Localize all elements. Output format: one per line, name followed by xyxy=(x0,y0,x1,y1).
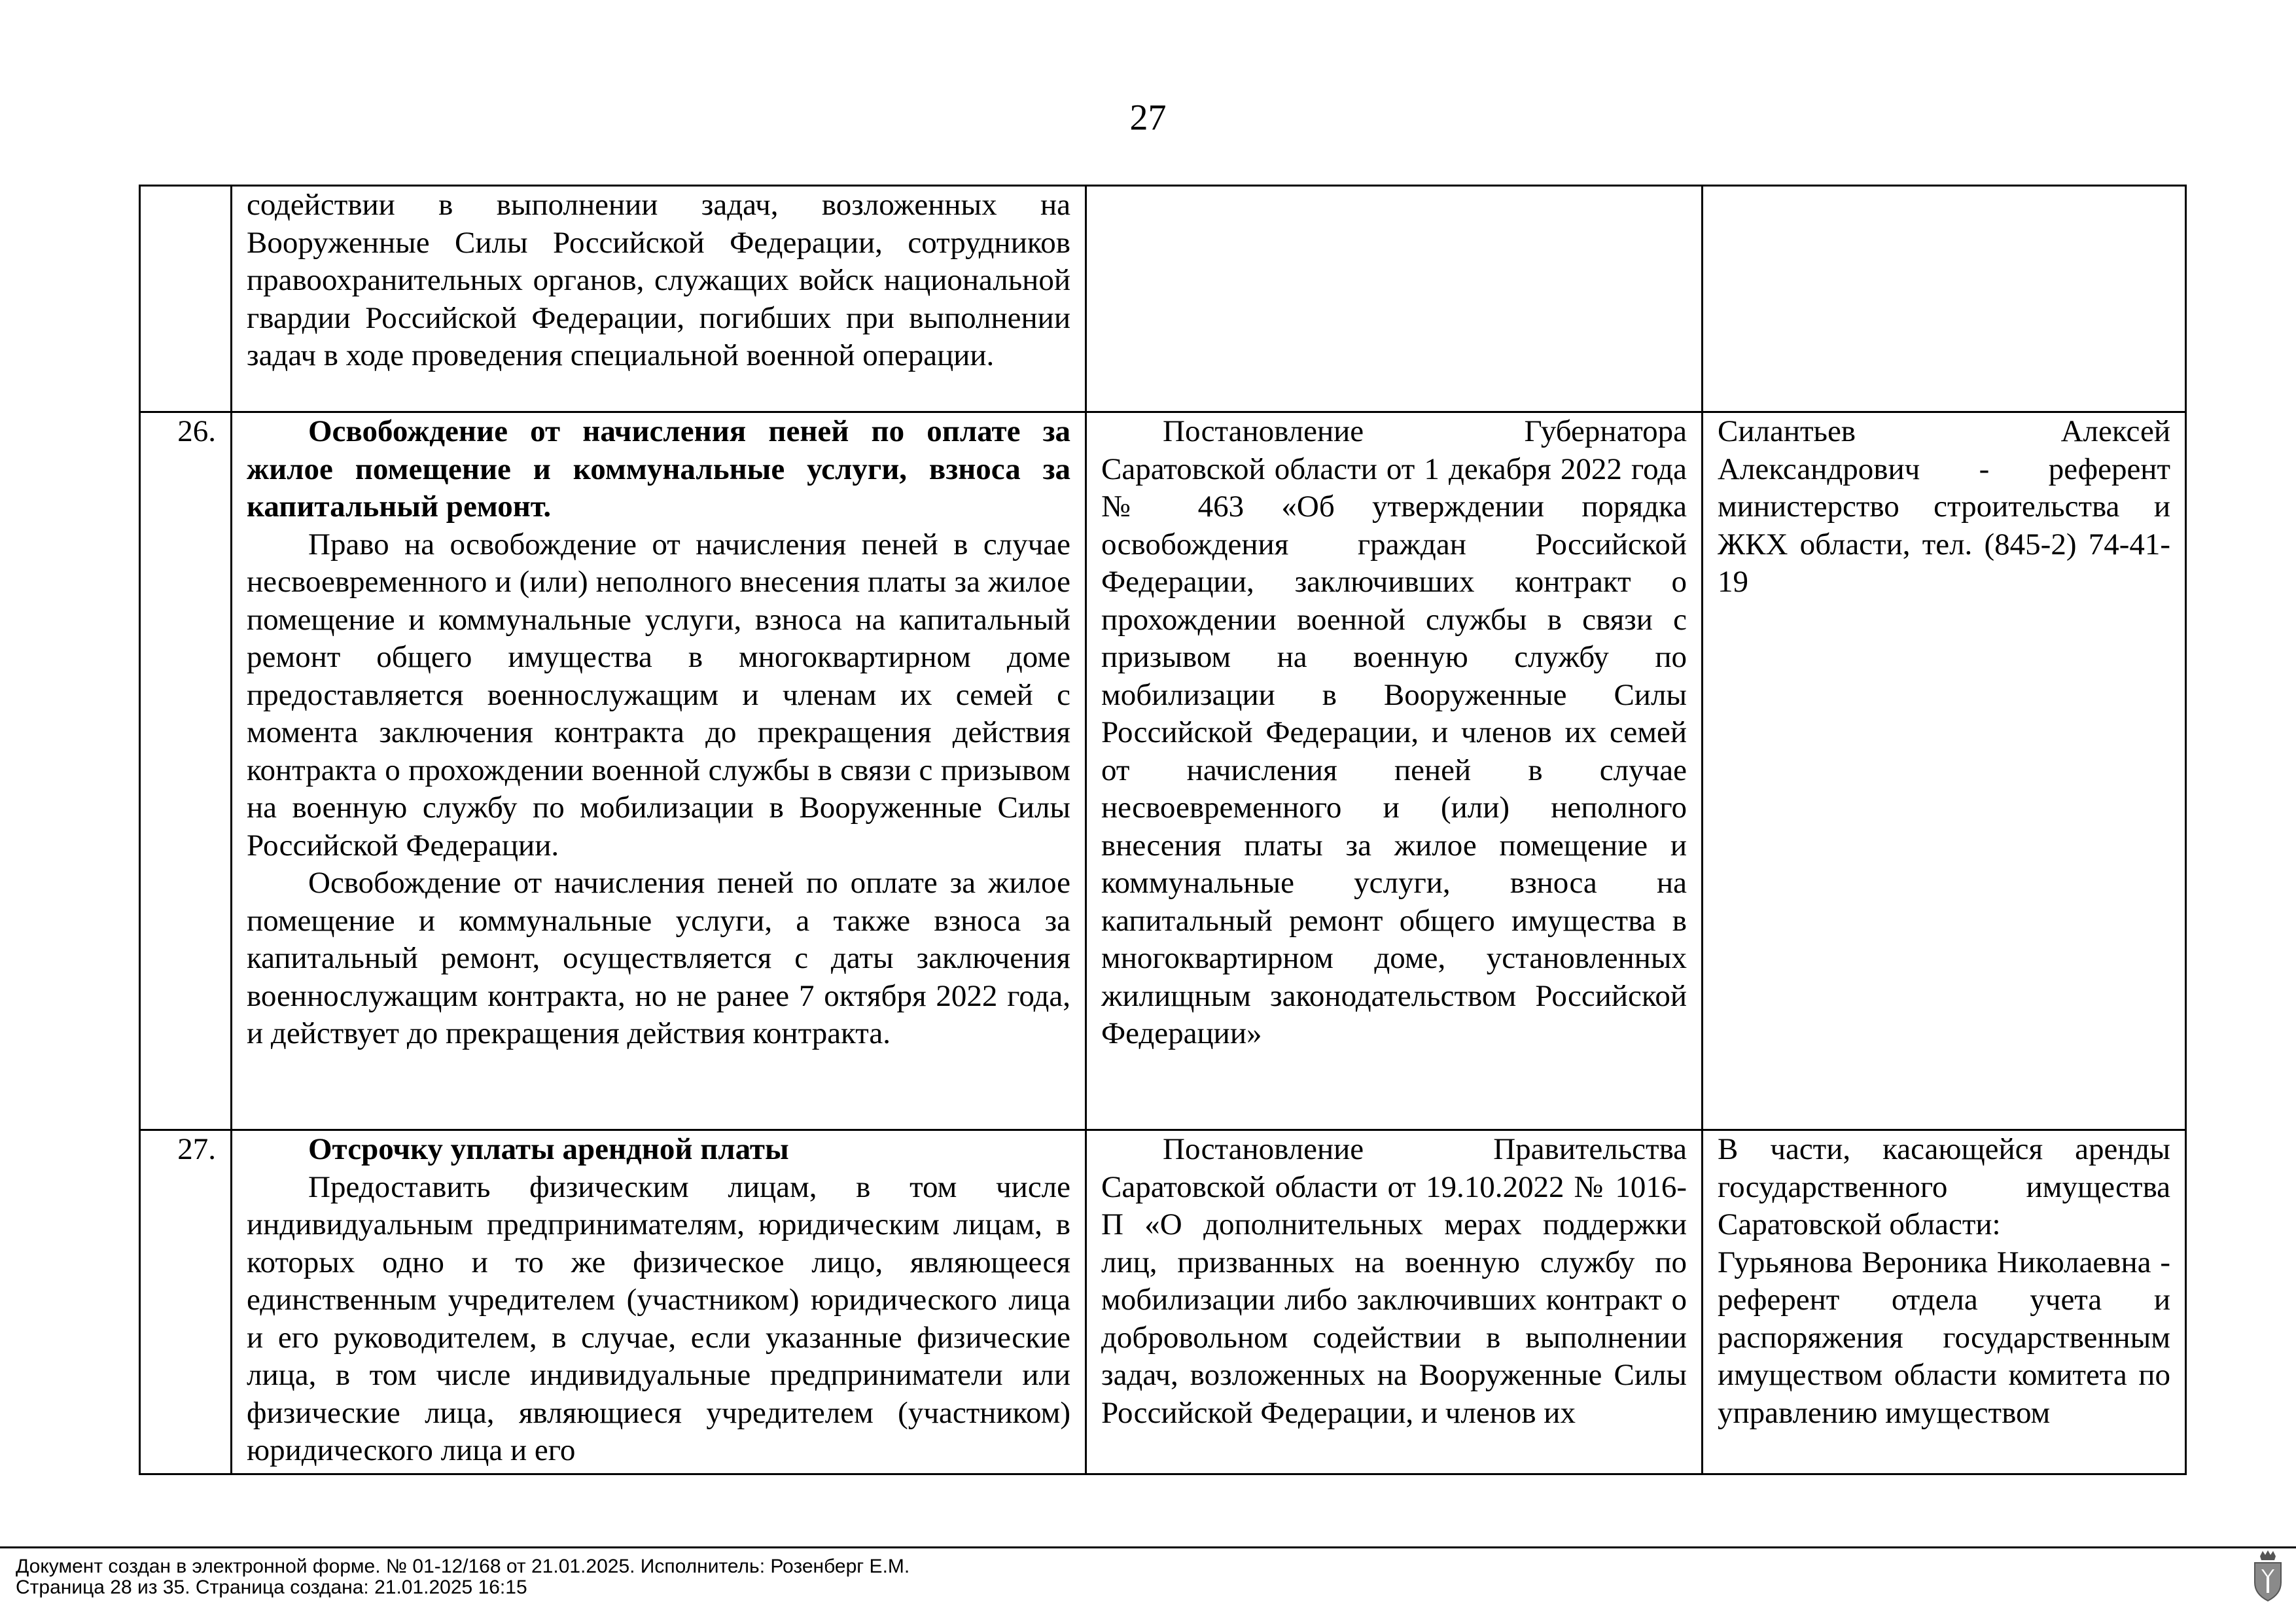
measure-paragraph: Право на освобождение от начисления пеней в случае несвоевременного и (или) неполного внесения платы за жилое помещение и коммунальные услуги, взноса на капитальный ремонт общего имущества в многоквартирном доме предоставляется военнослужащим и членам их семей с момента заключения контракта до прекращения действия контракта о прохождении военной службы в связи с призывом на военную службу по мобилизации в Вооруженные Силы Российской Федерации. xyxy=(247,527,1070,863)
contact-text: В части, касающейся аренды государственного имущества Саратовской области: xyxy=(1718,1132,2170,1241)
table-row-continued xyxy=(140,186,2186,412)
row-number-cell: 27. xyxy=(140,1130,232,1474)
contact-text: Силантьев Алексей Александрович - референт министерство строительства и ЖКХ области, тел. (845-2) 74-41-19 xyxy=(1718,414,2170,599)
measure-cell xyxy=(232,186,1086,412)
contact-text: Гурьянова Вероника Николаевна - референт отдела учета и распоряжения государственным имуществом области комитета по управлению имуществом xyxy=(1718,1245,2170,1430)
page-number: 27 xyxy=(1129,98,1167,138)
footer xyxy=(16,1556,910,1598)
coat-of-arms-icon xyxy=(2251,1550,2285,1602)
row-number-cell xyxy=(140,186,232,412)
basis-cell xyxy=(1086,412,1703,1130)
footer-divider xyxy=(0,1546,2296,1548)
contact-cell xyxy=(1703,412,2186,1130)
basis-cell xyxy=(1086,186,1703,412)
measure-title: Освобождение от начисления пеней по оплате за жилое помещение и коммунальные услуги, взноса за капитальный ремонт. xyxy=(247,414,1070,524)
table-row-27 xyxy=(140,1130,2186,1474)
row-number-cell: 26. xyxy=(140,412,232,1130)
contact-cell xyxy=(1703,186,2186,412)
table-row-26 xyxy=(140,412,2186,1130)
measure-cell xyxy=(232,412,1086,1130)
measure-title: Отсрочку уплаты арендной платы xyxy=(308,1132,789,1166)
basis-text: Постановление Губернатора Саратовской области от 1 декабря 2022 года № 463 «Об утверждении порядка освобождения граждан Российской Федерации, заключивших контракт о прохождении военной службы в связи с призывом на военную службу по мобилизации в Вооруженные Силы Российской Федерации, и членов их семей от начисления пеней в случае несвоевременного и (или) неполного внесения платы за жилое помещение и коммунальные услуги, взноса на капитальный ремонт общего имущества в многоквартирном доме, установленных жилищным законодательством Российской Федерации» xyxy=(1101,414,1687,1050)
footer-document-info: Документ создан в электронной форме. № 01-12/168 от 21.01.2025. Исполнитель: Розенберг Е.М. xyxy=(16,1556,910,1577)
footer-page-info: Страница 28 из 35. Страница создана: 21.01.2025 16:15 xyxy=(16,1577,527,1598)
measure-paragraph: содействии в выполнении задач, возложенных на Вооруженные Силы Российской Федерации, сотрудников правоохранительных органов, служащих войск национальной гвардии Российской Федерации, погибших при выполнении задач в ходе проведения специальной военной операции. xyxy=(247,188,1070,372)
basis-text: Постановление Правительства Саратовской области от 19.10.2022 № 1016-П «О дополнительных мерах поддержки лиц, призванных на военную службу по мобилизации либо заключивших контракт о добровольном содействии в выполнении задач, возложенных на Вооруженные Силы Российской Федерации, и членов их xyxy=(1101,1132,1687,1430)
measure-paragraph: Предоставить физическим лицам, в том числе индивидуальным предпринимателям, юридическим лицам, в которых одно и то же физическое лицо, являющееся единственным учредителем (участником) юридического лица и его руководителем, в случае, если указанные физические лица, в том числе индивидуальные предприниматели или физические лица, являющиеся учредителем (участником) юридического лица и его xyxy=(247,1169,1070,1467)
document-table xyxy=(139,185,2187,1475)
basis-cell xyxy=(1086,1130,1703,1474)
measure-paragraph: Освобождение от начисления пеней по оплате за жилое помещение и коммунальные услуги, а также взноса за капитальный ремонт, осуществляется с даты заключения военнослужащим контракта, но не ранее 7 октября 2022 года, и действует до прекращения действия контракта. xyxy=(247,866,1070,1050)
contact-cell xyxy=(1703,1130,2186,1474)
measure-cell xyxy=(232,1130,1086,1474)
